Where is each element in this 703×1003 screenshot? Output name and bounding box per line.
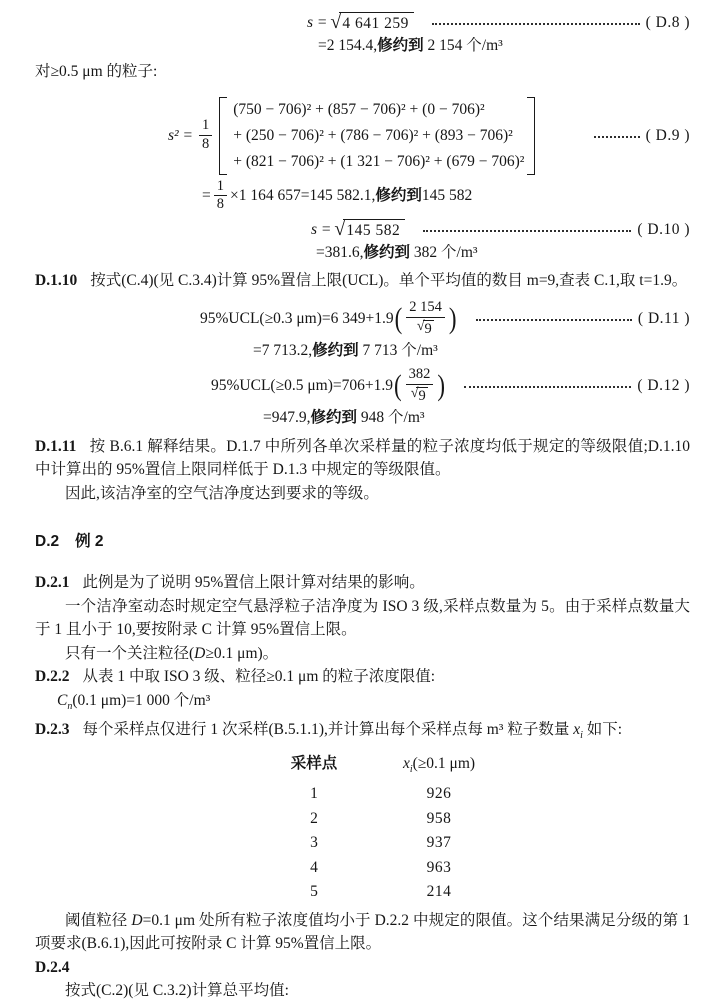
section-d1-10-text: 按式(C.4)(见 C.3.4)计算 95%置信上限(UCL)。单个平均值的数目 m=9,查表 C.1,取 t=1.9。 [90, 272, 688, 290]
eq-d10-result [316, 242, 690, 264]
eq-d9-label: ( D.9 ) [645, 126, 690, 144]
section-number: D.2.2 [35, 668, 70, 686]
point-value: 963 [426, 858, 452, 876]
eq-d12-result-rounded: 948 个/m³ [357, 408, 425, 426]
diameter-symbol: D [131, 911, 143, 929]
para3-pre: 只有一个关注粒径( [65, 644, 195, 662]
rounding-label: 修约到 [375, 186, 422, 204]
eq-d9-row2: + (250 − 706)² + (786 − 706)² + (893 − 706)² [233, 126, 513, 144]
eq-d11-result [253, 340, 690, 362]
section-d2-3 [35, 718, 690, 748]
point-value: 214 [426, 883, 452, 901]
ucl-fraction [406, 300, 445, 338]
equation-d11 [35, 300, 690, 338]
equals-sign: = [202, 186, 211, 204]
section-number: D.2.1 [35, 574, 70, 592]
para2-text: 一个洁净室动态时规定空气悬浮粒子洁净度为 ISO 3 级,采样点数量为 5。由于采样点数量大于 1 且小于 10,要按附录 C 计算 95%置信上限。 [35, 597, 690, 639]
point-number: 3 [310, 834, 318, 852]
eq-d11-label: ( D.11 ) [637, 309, 690, 327]
section-d2-heading [35, 529, 690, 551]
fraction-one-eighth [199, 118, 212, 153]
left-bracket [219, 97, 227, 175]
sampling-points-table [268, 752, 518, 905]
x-symbol: x [573, 721, 581, 739]
eq-d8-label: ( D.8 ) [645, 13, 690, 31]
radical-sign: √ [330, 11, 342, 33]
rounding-label: 修约到 [312, 341, 359, 359]
fraction-denominator [417, 318, 434, 338]
dot-leader [432, 23, 640, 25]
fraction-one-eighth [214, 179, 227, 214]
right-bracket [527, 97, 535, 175]
eq-d9-row3: + (821 − 706)² + (1 321 − 706)² + (679 − 706)² [233, 152, 525, 170]
sqrt-expression [411, 387, 428, 405]
x-symbol: x [402, 754, 410, 772]
rounding-label: 修约到 [377, 37, 424, 54]
radical-sign: √ [334, 218, 346, 241]
rounding-label: 修约到 [363, 244, 411, 262]
eq-d11-result-rounded: 7 713 个/m³ [358, 341, 438, 359]
dot-leader [464, 386, 631, 388]
section-d2-1-para3 [35, 642, 690, 666]
table-row [268, 782, 518, 807]
section-d2-3-pre: 每个采样点仅进行 1 次采样(B.5.1.1),并计算出每个采样点每 m³ 粒子数量 [82, 721, 574, 739]
dot-leader [476, 319, 632, 321]
rounding-label: 修约到 [310, 408, 358, 426]
section-d1-11 [35, 435, 690, 482]
eq-d8-result [318, 35, 690, 57]
eq-d8-result-rounded: 2 154 个/m³ [423, 37, 503, 54]
dot-leader [594, 136, 640, 138]
eq-d10-result-value: =381.6, [316, 244, 364, 262]
eq-d9-result-rounded: 145 582 [421, 186, 473, 204]
eq-d9-result-value: ×1 164 657=145 582.1, [230, 186, 376, 204]
threshold-paragraph [35, 909, 690, 956]
eq-d8-radicand: 4 641 259 [339, 12, 414, 33]
table-header-row [268, 752, 518, 783]
fraction-numerator: 382 [406, 367, 434, 385]
conclusion-text: 因此,该洁净室的空气洁净度达到要求的等级。 [65, 484, 379, 502]
concentration-subscript: n [67, 700, 73, 712]
point-value: 958 [426, 809, 452, 827]
fraction-denominator [411, 385, 428, 405]
eq-d9-lhs: s² = [168, 126, 194, 144]
right-parenthesis: ) [448, 302, 457, 335]
section-d2-1-text: 此例是为了说明 95%置信上限计算对结果的影响。 [82, 574, 425, 592]
dot-leader [423, 230, 631, 232]
equation-d8 [35, 12, 690, 33]
column-header-size: (≥0.1 μm) [412, 754, 476, 772]
section-d2-2 [35, 665, 690, 689]
section-d2-2-text: 从表 1 中取 ISO 3 级、粒径≥0.1 μm 的粒子浓度限值: [82, 668, 436, 686]
radical-sign: √ [410, 385, 419, 401]
threshold-post: =0.1 μm 处所有粒子浓度值均小于 D.2.2 中规定的限值。这个结果满足分级的第 1 项要求(B.6.1),因此可按附录 C 计算 95%置信上限。 [35, 911, 690, 953]
eq-d8-lhs: s = [307, 13, 328, 31]
equation-d12 [35, 367, 690, 405]
section-number: D.2.4 [35, 958, 70, 976]
radicand: 9 [418, 387, 427, 404]
section-number: D.2.3 [35, 721, 70, 739]
section-number: D.2 [35, 533, 60, 551]
equation-d9 [35, 97, 690, 175]
x-subscript: i [409, 763, 413, 775]
concentration-symbol: C [57, 691, 68, 709]
section-number: D.1.10 [35, 272, 78, 290]
section-number: D.1.11 [35, 437, 77, 455]
threshold-pre: 阈值粒径 [65, 911, 132, 929]
point-number: 5 [310, 883, 318, 901]
section-d2-3-post: 如下: [582, 721, 623, 739]
sqrt-expression [417, 320, 434, 338]
class-limit-line [57, 689, 690, 719]
class-limit-value: (0.1 μm)=1 000 个/m³ [72, 691, 211, 709]
eq-d10-label: ( D.10 ) [637, 220, 690, 238]
section-d2-4-text-line [35, 979, 690, 1003]
table-row [268, 831, 518, 856]
equation-d10 [35, 219, 690, 240]
eq-d10-result-rounded: 382 个/m³ [410, 244, 478, 262]
section-d2-1 [35, 571, 690, 595]
sqrt-expression [334, 219, 405, 240]
eq-d10-lhs: s = [311, 220, 332, 238]
eq-d8-result-value: =2 154.4, [318, 37, 378, 54]
radicand: 9 [424, 320, 433, 337]
radical-sign: √ [416, 318, 425, 334]
table-row [268, 880, 518, 905]
point-number: 1 [310, 785, 318, 803]
eq-d11-lhs: 95%UCL(≥0.3 μm)=6 349+1.9 [200, 309, 394, 327]
eq-d9-result [202, 179, 690, 214]
eq-d9-row1: (750 − 706)² + (857 − 706)² + (0 − 706)² [233, 100, 485, 118]
point-number: 2 [310, 809, 318, 827]
particles-05-text: 对≥0.5 μm 的粒子: [35, 63, 158, 80]
section-d2-1-para2 [35, 595, 690, 642]
section-d2-4 [35, 956, 690, 980]
table-row [268, 856, 518, 881]
right-parenthesis: ) [437, 369, 446, 402]
fraction-denominator: 8 [202, 136, 210, 152]
fraction-numerator: 1 [199, 118, 212, 136]
fraction-numerator: 1 [214, 179, 227, 197]
x-subscript: i [580, 730, 583, 742]
left-parenthesis: ( [393, 369, 402, 402]
eq-d11-result-value: =7 713.2, [253, 341, 313, 359]
fraction-denominator: 8 [216, 196, 224, 213]
point-number: 4 [310, 858, 318, 876]
eq-d12-lhs: 95%UCL(≥0.5 μm)=706+1.9 [211, 376, 393, 394]
paragraph-particles-05 [35, 60, 690, 84]
point-value: 937 [426, 834, 452, 852]
left-parenthesis: ( [394, 302, 403, 335]
column-header-sampling-point: 采样点 [290, 754, 338, 772]
eq-d10-radicand: 145 582 [343, 219, 405, 240]
eq-d12-label: ( D.12 ) [637, 376, 690, 394]
section-d2-4-text: 按式(C.2)(见 C.3.2)计算总平均值: [65, 982, 289, 1000]
diameter-symbol: D [194, 644, 206, 662]
ucl-fraction [406, 367, 434, 405]
section-d1-10 [35, 269, 690, 293]
eq-d12-result-value: =947.9, [263, 408, 311, 426]
section-d1-11-text: 按 B.6.1 解释结果。D.1.7 中所列各单次采样量的粒子浓度均低于规定的等级限值;D.1.10 中计算出的 95%置信上限同样低于 D.1.3 中规定的等级限值。 [35, 437, 690, 479]
eq-d12-result [263, 407, 690, 429]
para3-post: ≥0.1 μm)。 [205, 644, 279, 662]
point-value: 926 [426, 785, 452, 803]
column-header-xi [360, 752, 518, 783]
table-row [268, 807, 518, 832]
sqrt-expression [330, 12, 413, 33]
eq-d9-terms [233, 97, 524, 175]
section-d2-title: 例 2 [75, 533, 104, 551]
fraction-numerator: 2 154 [406, 300, 445, 318]
section-d1-11-conclusion [35, 482, 690, 506]
